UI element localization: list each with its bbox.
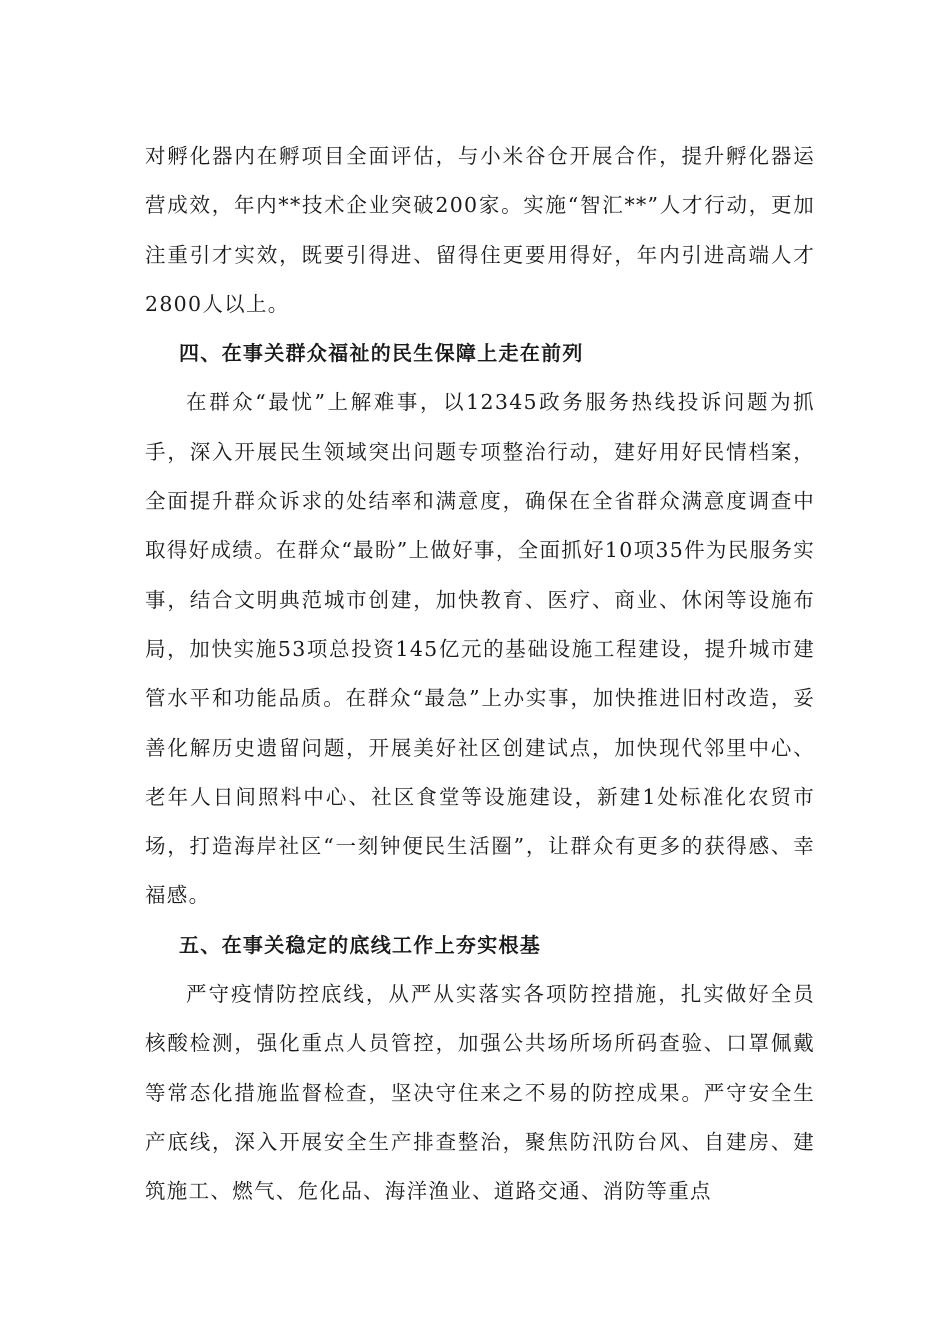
paragraph-stability: 严守疫情防控底线，从严从实落实各项防控措施，扎实做好全员核酸检测，强化重点人员管控，加强公共场所场所码查验、口罩佩戴等常态化措施监督检查，坚决守住来之不易的防控成果。严守安全生产底线，深入开展安全生产排查整治，聚焦防汛防台风、自建房、建筑施工、燃气、危化品、海洋渔业、道路交通、消防等重点 [145, 982, 815, 1204]
paragraph-livelihood: 在群众“最忧”上解难事，以12345政务服务热线投诉问题为抓手，深入开展民生领域突出问题专项整治行动，建好用好民情档案，全面提升群众诉求的处结率和满意度，确保在全省群众满意度调查中取得好成绩。在群众“最盼”上做好事，全面抓好10项35件为民服务实事，结合文明典范城市创建，加快教育、医疗、商业、休闲等设施布局，加快实施53项总投资145亿元的基础设施工程建设，提升城市建管水平和功能品质。在群众“最急”上办实事，加快推进旧村改造，妥善化解历史遗留问题，开展美好社区创建试点，加快现代邻里中心、老年人日间照料中心、社区食堂等设施建设，新建1处标准化农贸市场，打造海岸社区“一刻钟便民生活圈”，让群众有更多的获得感、幸福感。 [145, 390, 815, 908]
document-body [145, 132, 815, 1217]
section-heading-four: 四、在事关群众福祉的民生保障上走在前列 [179, 341, 584, 366]
section-heading-five: 五、在事关稳定的底线工作上夯实根基 [179, 932, 542, 957]
paragraph-talent-continuation: 对孵化器内在孵项目全面评估，与小米谷仓开展合作，提升孵化器运营成效，年内**技术企业突破200家。实施“智汇**”人才行动，更加注重引才实效，既要引得进、留得住更要用得好，年内引进高端人才2800人以上。 [145, 144, 815, 316]
